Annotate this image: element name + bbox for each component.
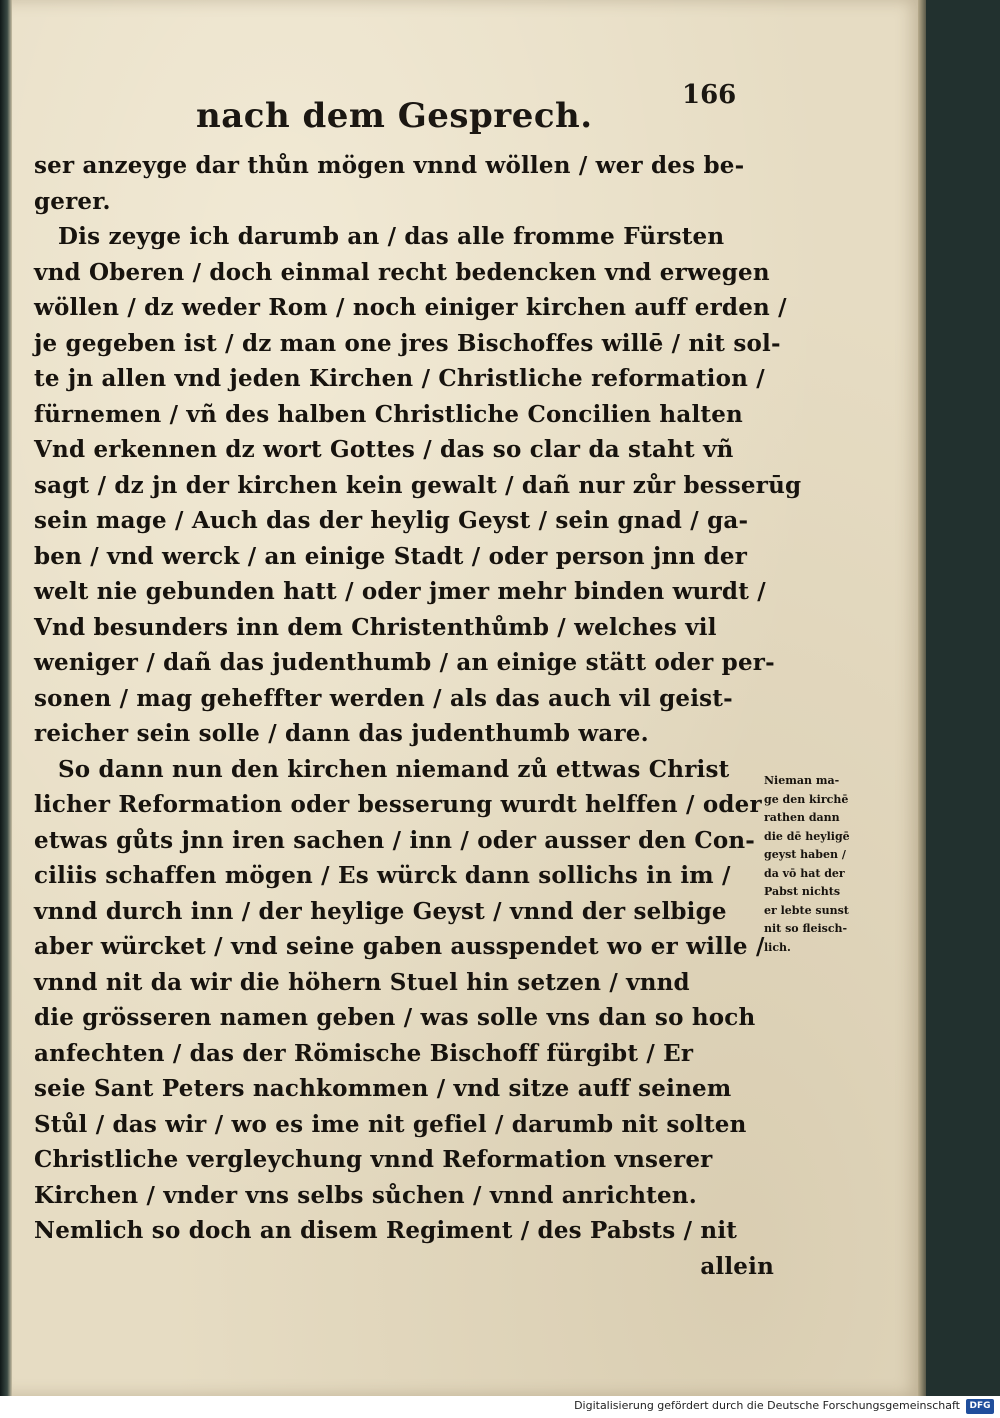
- text-line: reicher sein solle / dann das judenthumb ware.: [34, 720, 649, 747]
- page-number: 166: [682, 80, 737, 110]
- page-edge-right: [918, 0, 926, 1396]
- text-line: sein mage / Auch das der heylig Geyst / sein gnad / ga-: [34, 507, 749, 534]
- text-line: etwas gůts jnn iren sachen / inn / oder ausser den Con-: [34, 826, 756, 854]
- text-line: anfechten / das der Römische Bischoff fürgibt / Er: [34, 1039, 694, 1067]
- text-line: Kirchen / vnder vns selbs sůchen / vnnd anrichten.: [34, 1181, 697, 1209]
- text-line: seie Sant Peters nachkommen / vnd sitze auff seinem: [34, 1075, 732, 1102]
- book-page: [6, 0, 922, 1396]
- text-line: die grösseren namen geben / was solle vns dan so hoch: [34, 1004, 756, 1031]
- marginal-note-line: ge den kirchē: [764, 792, 849, 806]
- text-line: weniger / dañ das judenthumb / an einige stätt oder per-: [34, 649, 775, 676]
- text-line: ciliis schaffen mögen / Es würck dann sollichs in im /: [34, 862, 731, 889]
- text-line: Christliche vergleychung vnnd Reformation vnserer: [34, 1146, 713, 1173]
- text-line: aber würcket / vnd seine gaben ausspendet wo er wille /: [34, 933, 765, 960]
- text-line: ben / vnd werck / an einige Stadt / oder person jnn der: [34, 542, 748, 570]
- text-line: So dann nun den kirchen niemand zů ettwas Christ: [58, 755, 730, 783]
- marginal-note-line: da vō hat der: [764, 866, 845, 880]
- text-line: Vnd besunders inn dem Christenthůmb / welches vil: [34, 613, 717, 641]
- running-head: nach dem Gesprech.: [196, 96, 593, 136]
- text-line: licher Reformation oder besserung wurdt helffen / oder: [34, 791, 762, 818]
- marginal-note-line: er lebte sunst: [764, 903, 849, 917]
- marginal-note-line: lich.: [764, 940, 791, 954]
- text-line: Nemlich so doch an disem Regiment / des Pabsts / nit: [34, 1217, 738, 1244]
- marginal-note-line: geyst haben /: [764, 848, 846, 861]
- text-line: sagt / dz jn der kirchen kein gewalt / dañ nur zůr besserūg: [34, 471, 802, 499]
- marginal-note: [764, 772, 870, 957]
- marginal-note-line: rathen dann: [764, 811, 840, 824]
- dfg-logo: DFG: [966, 1399, 994, 1414]
- text-line: Vnd erkennen dz wort Gottes / das so clar da staht vñ: [34, 436, 734, 463]
- text-line: fürnemen / vñ des halben Christliche Concilien halten: [34, 400, 743, 428]
- marginal-note-line: Nieman ma-: [764, 774, 840, 787]
- catchword: allein: [700, 1252, 774, 1280]
- text-line: vnd Oberen / doch einmal recht bedencken vnd erwegen: [34, 258, 770, 286]
- text-line: je gegeben ist / dz man one jres Bischoffes willē / nit sol-: [34, 329, 781, 357]
- text-line: te jn allen vnd jeden Kirchen / Christliche reformation /: [34, 365, 765, 392]
- text-line: vnnd nit da wir die höhern Stuel hin setzen / vnnd: [34, 968, 690, 996]
- marginal-note-line: Pabst nichts: [764, 885, 841, 898]
- text-line: ser anzeyge dar thůn mögen vnnd wöllen / wer des be-: [34, 152, 745, 179]
- text-line: wöllen / dz weder Rom / noch einiger kirchen auff erden /: [34, 294, 787, 321]
- page-edge-left: [0, 0, 12, 1396]
- text-line: gerer.: [34, 187, 111, 215]
- text-line: vnnd durch inn / der heylige Geyst / vnnd der selbige: [34, 897, 727, 925]
- text-line: welt nie gebunden hatt / oder jmer mehr binden wurdt /: [34, 578, 766, 605]
- text-line: Stůl / das wir / wo es ime nit gefiel / darumb nit solten: [34, 1110, 747, 1138]
- footer-bar: [0, 1396, 1000, 1418]
- marginal-note-line: nit so fleisch-: [764, 922, 848, 935]
- marginal-note-line: die dē heyligē: [764, 829, 850, 843]
- text-line: Dis zeyge ich darumb an / das alle fromme Fürsten: [58, 223, 725, 250]
- footer-credit: Digitalisierung gefördert durch die Deutsche Forschungsgemeinschaft: [574, 1399, 960, 1412]
- text-line: sonen / mag geheffter werden / als das auch vil geist-: [34, 684, 733, 712]
